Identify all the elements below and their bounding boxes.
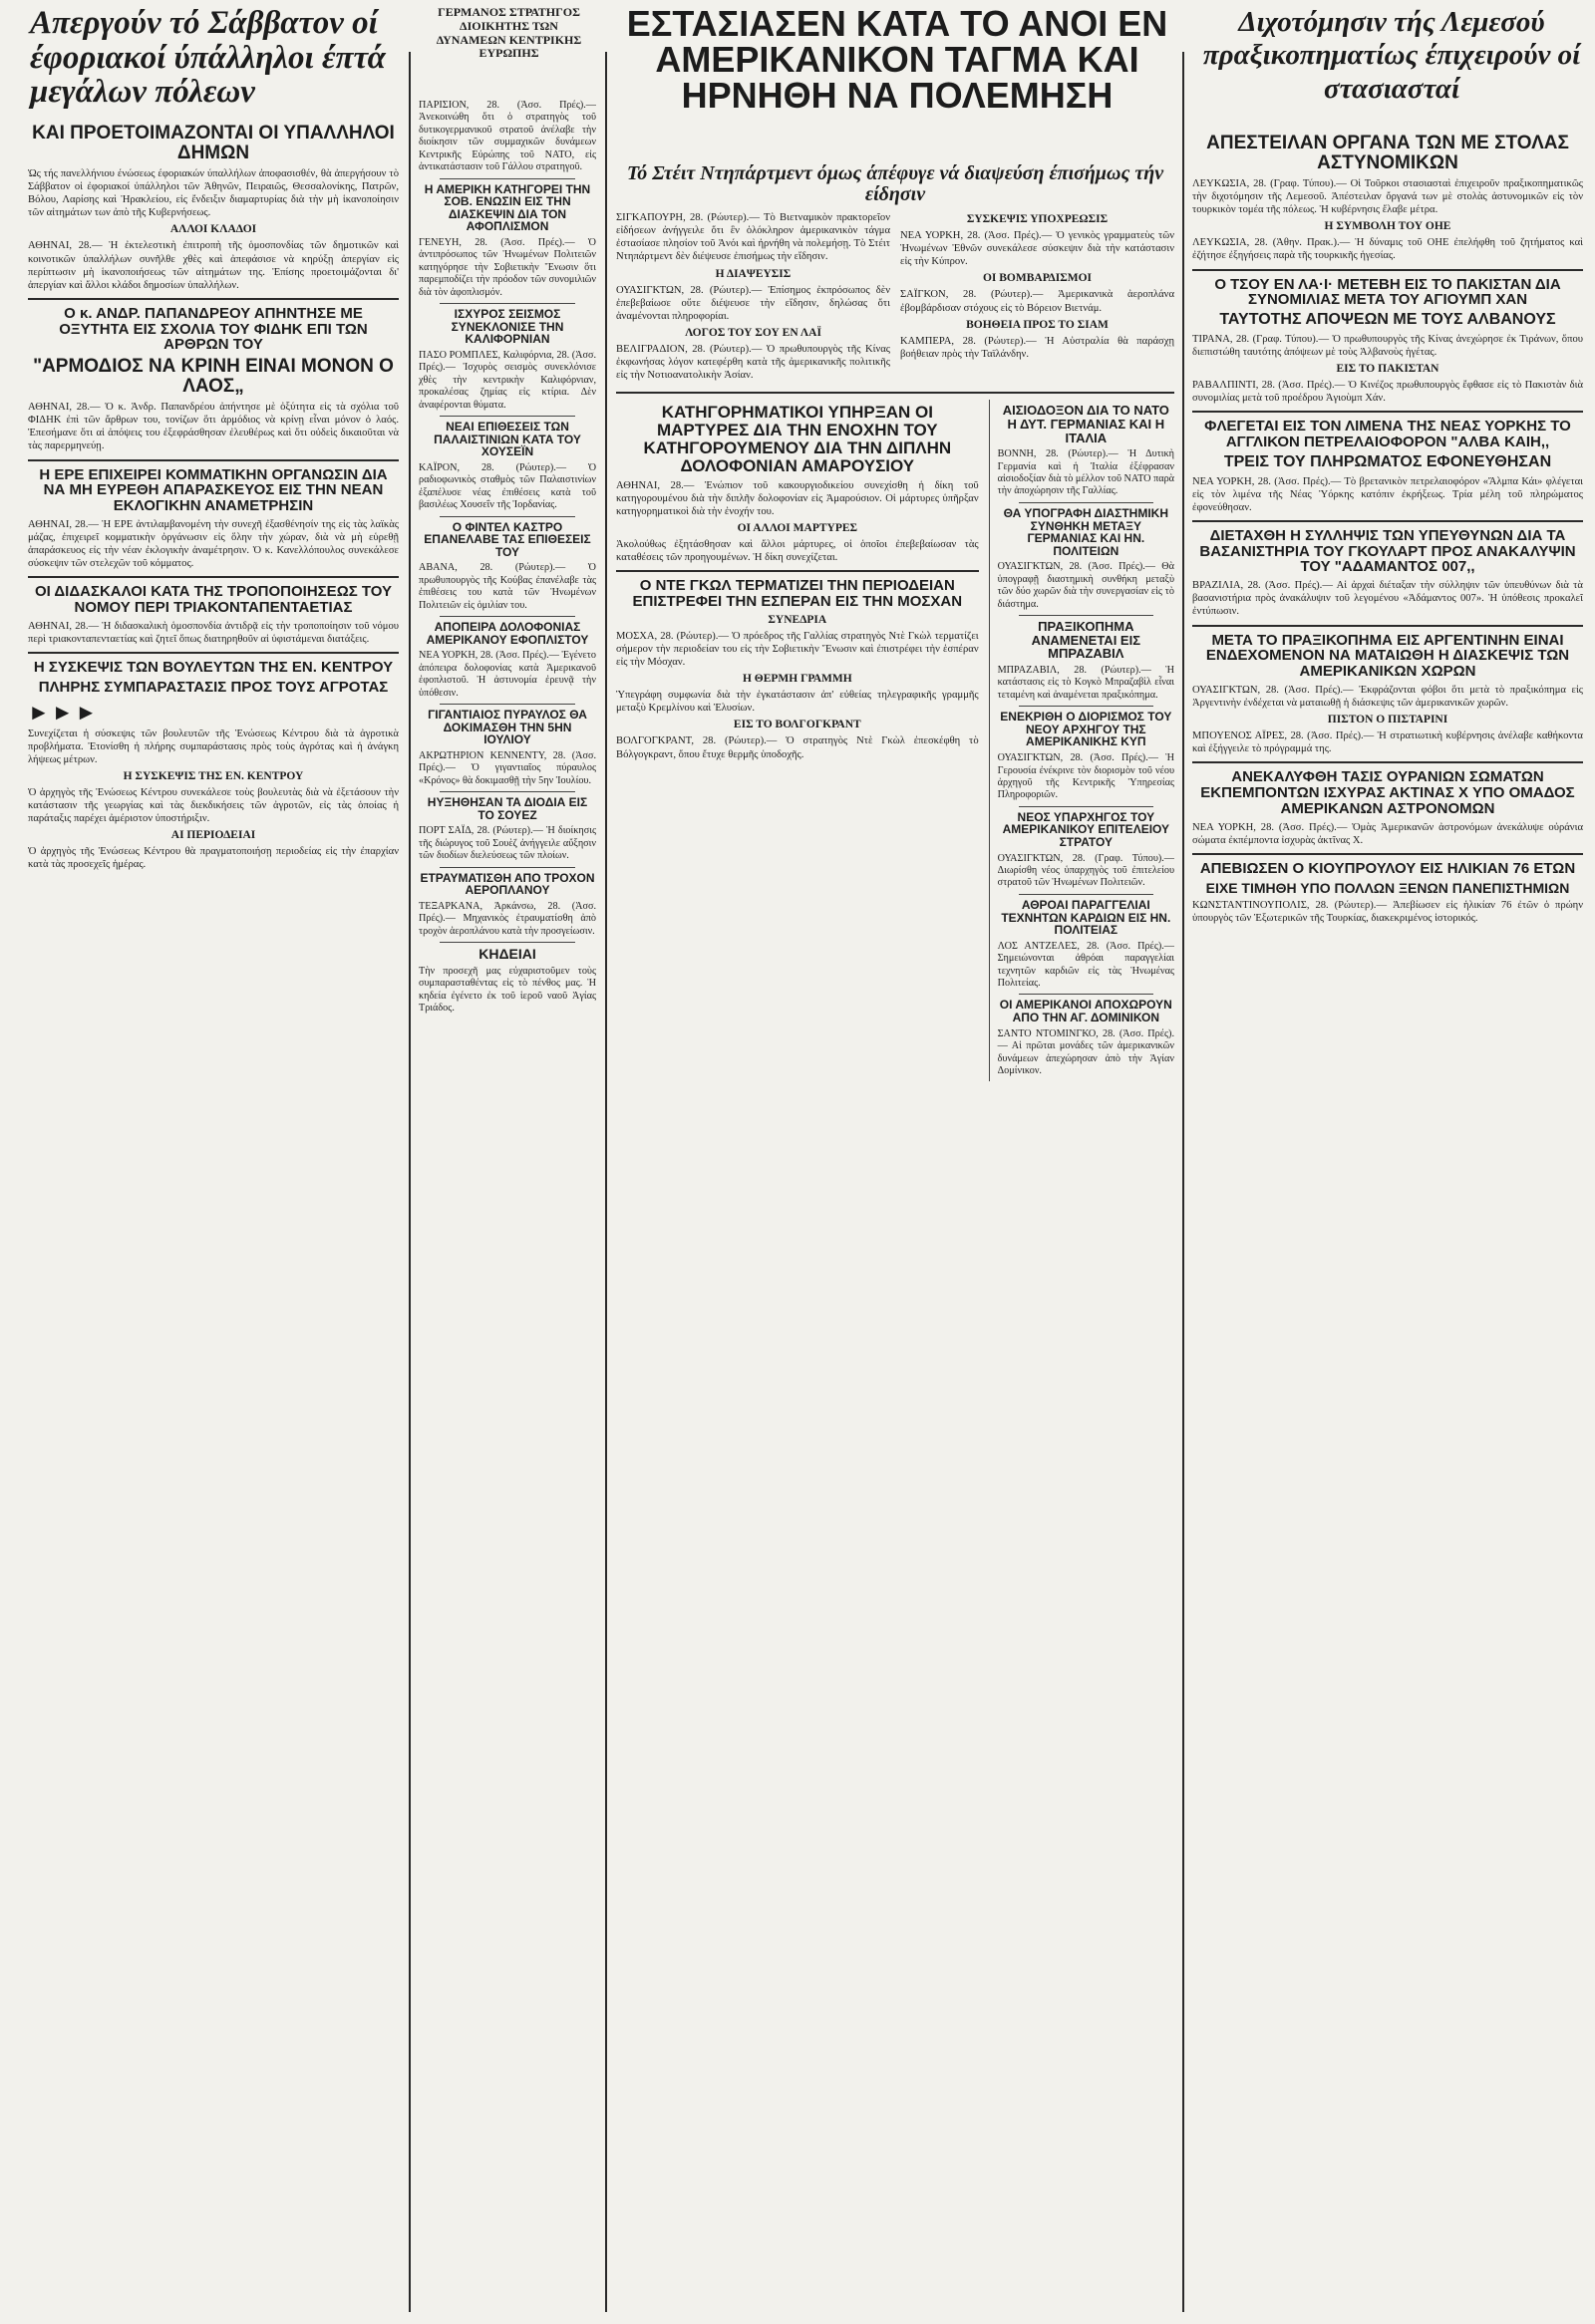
article-body: ΠΑΣΟ ΡΟΜΠΛΕΣ, Καλιφόρνια, 28. (Ἀσσ. Πρές).— Ἰσχυρὸς σεισμὸς συνεκλόνισε χθὲς τὴν κεντρικὴν Καλιφόρνιαν, προκαλέσας ζημίας εἰς κτίρια. Δὲν ἀναφέρονται θύματα. bbox=[419, 349, 596, 411]
subheading: ΟΙ ΒΟΜΒΑΡΔΙΣΜΟΙ bbox=[982, 272, 1093, 285]
section-rule bbox=[440, 791, 574, 792]
section-rule bbox=[440, 416, 574, 417]
headline-ere-organization: Η ΕΡΕ ΕΠΙΧΕΙΡΕΙ ΚΟΜΜΑΤΙΚΗΝ ΟΡΓΑΝΩΣΙΝ ΔΙΑ ΝΑ ΜΗ ΕΥΡΕΘΗ ΑΠΑΡΑΣΚΕΥΟΣ ΕΙΣ ΤΗΝ ΝΕΑΝ ΕΚΛΟΓΙΚΗΝ ΑΝΑΜΕΤΡΗΣΙΝ bbox=[39, 465, 388, 514]
section-rule bbox=[1192, 520, 1583, 522]
headline-koprulu-death: ΑΠΕΒΙΩΣΕΝ Ο ΚΙΟΥΠΡΟΥΛΟΥ ΕΙΣ ΗΛΙΚΙΑΝ 76 ΕΤΩΝ bbox=[1199, 859, 1576, 877]
headline-german-general: ΓΕΡΜΑΝΟΣ ΣΤΡΑΤΗΓΟΣ ΔΙΟΙΚΗΤΗΣ ΤΩΝ ΔΥΝΑΜΕΩΝ ΚΕΝΤΡΙΚΗΣ ΕΥΡΩΠΗΣ bbox=[436, 5, 582, 61]
article-body: ΒΟΝΝΗ, 28. (Ρώυτερ).— Ἡ Δυτικὴ Γερμανία καὶ ἡ Ἰταλία ἐξέφρασαν αἰσιοδοξίαν διὰ τὸ μέλλον τοῦ ΝΑΤΟ παρὰ τὴν ἀποχώρησιν τῆς Γαλλίας. bbox=[997, 448, 1174, 497]
column-rule bbox=[409, 52, 411, 2312]
article-body: ΝΕΑ ΥΟΡΚΗ, 28. (Ἀσσ. Πρές).— Ὁ γενικὸς γραμματεὺς τῶν Ἡνωμένων Ἐθνῶν συνεκάλεσε σύσκεψιν διὰ τὴν κατάστασιν εἰς τὴν Κύπρον. bbox=[900, 230, 1174, 268]
top-headline-strip bbox=[0, 0, 1595, 116]
subheading: ΛΟΓΟΣ ΤΟΥ ΣΟΥ ΕΝ ΛΑΪ bbox=[685, 326, 821, 339]
article-body: ΟΥΑΣΙΓΚΤΩΝ, 28. (Ρώυτερ).— Ἐπίσημος ἐκπρόσωπος δὲν ἐπεβεβαίωσε οὔτε διέψευσε τὴν εἴδησιν, δηλώσας ὅτι ἀναμένονται πληροφορίαι. bbox=[616, 284, 890, 322]
article-body: ΛΟΣ ΑΝΤΖΕΛΕΣ, 28. (Ἀσσ. Πρές).— Σημειώνονται ἀθρόαι παραγγελίαι τεχνητῶν καρδιῶν εἰς τὰς Ἡνωμένας Πολιτείας. bbox=[997, 940, 1174, 989]
article-body: ΒΕΛΙΓΡΑΔΙΟΝ, 28. (Ρώυτερ).— Ὁ πρωθυπουργὸς τῆς Κίνας ἐκφωνήσας λόγον κατεφέρθη κατὰ τῆς ἀμερικανικῆς πολιτικῆς εἰς τὴν Νοτιοανατολικὴν Ἀσίαν. bbox=[616, 343, 890, 382]
headline-argentina-coup: ΜΕΤΑ ΤΟ ΠΡΑΞΙΚΟΠΗΜΑ ΕΙΣ ΑΡΓΕΝΤΙΝΗΝ ΕΙΝΑΙ ΕΝΔΕΧΟΜΕΝΟΝ ΝΑ ΜΑΤΑΙΩΘΗ Η ΔΙΑΣΚΕΨΙΣ ΤΩΝ ΑΜΕΡΙΚΑΝΙΚΩΝ ΧΩΡΩΝ bbox=[1205, 631, 1570, 681]
headline-center-union-meeting: Η ΣΥΣΚΕΨΙΣ ΤΩΝ ΒΟΥΛΕΥΤΩΝ ΤΗΣ ΕΝ. ΚΕΝΤΡΟΥ bbox=[33, 659, 394, 676]
column-rule bbox=[605, 52, 607, 2312]
headline-space-treaty: ΘΑ ΥΠΟΓΡΑΦΗ ΔΙΑΣΤΗΜΙΚΗ ΣΥΝΘΗΚΗ ΜΕΤΑΞΥ ΓΕΡΜΑΝΙΑΣ ΚΑΙ ΗΝ. ΠΟΛΙΤΕΙΩΝ bbox=[1003, 505, 1168, 558]
section-rule bbox=[616, 392, 1174, 394]
article-body: ΜΟΣΧΑ, 28. (Ρώυτερ).— Ὁ πρόεδρος τῆς Γαλλίας στρατηγὸς Ντὲ Γκὼλ τερματίζει σήμερον τὴν περιοδείαν του εἰς τὴν Σοβιετικὴν Ἕνωσιν καὶ ἐπιστρέφει τὴν ἑσπέραν εἰς τὴν Μόσχαν. bbox=[616, 630, 979, 668]
two-column-section bbox=[616, 400, 1174, 1081]
headline-municipal-employees: ΚΑΙ ΠΡΟΕΤΟΙΜΑΖΟΝΤΑΙ ΟΙ ΥΠΑΛΛΗΛΟΙ ΔΗΜΩΝ bbox=[32, 123, 395, 163]
section-rule bbox=[1019, 806, 1153, 807]
subheading: ΣΥΣΚΕΨΙΣ ΥΠΟΧΡΕΩΣΙΣ bbox=[966, 213, 1109, 225]
article-body: ΜΠΡΑΖΑΒΙΛ, 28. (Ρώυτερ).— Ἡ κατάστασις εἰς τὸ Κογκὸ Μπραζαβὶλ εἶναι τεταμένη καὶ ἀναμένεται πραξικόπημα. bbox=[997, 664, 1174, 701]
article-body: ΓΕΝΕΥΗ, 28. (Ἀσσ. Πρές).— Ὁ ἀντιπρόσωπος τῶν Ἡνωμένων Πολιτειῶν κατηγόρησε τὴν Σοβιετικὴν Ἕνωσιν ὅτι παρεμποδίζει τὴν πρόοδον τῶν συνομιλιῶν διὰ τὸν ἀφοπλισμόν. bbox=[419, 237, 596, 298]
headline-honored-universities: ΕΙΧΕ ΤΙΜΗΘΗ ΥΠΟ ΠΟΛΛΩΝ ΞΕΝΩΝ ΠΑΝΕΠΙΣΤΗΜΙΩΝ bbox=[1205, 879, 1570, 896]
article-body: ΑΘΗΝΑΙ, 28.— Ἡ ΕΡΕ ἀντιλαμβανομένη τὴν συνεχῆ ἐξασθένησίν της εἰς τὰς λαϊκὰς μάζας, ἐπιχειρεῖ κομματικὴν ὀργάνωσιν εἰς ὅλην τὴν χώραν, διὰ νὰ μὴ εὑρεθῇ ἀπαράσκευος εἰς τὴν νέαν ἐκλογικὴν ἀναμέτρησιν. Ὁ κ. Κανελλόπουλος συνεκάλεσε σύσκεψιν τῶν στελεχῶν τοῦ κόμματος. bbox=[28, 518, 399, 570]
article-body: ΟΥΑΣΙΓΚΤΩΝ, 28. (Ἀσσ. Πρές).— Ἐκφράζονται φόβοι ὅτι μετὰ τὸ πραξικόπημα εἰς Ἀργεντινὴν ἐνδέχεται νὰ ματαιωθῇ ἡ διάσκεψις τῶν ἀμερικανικῶν χωρῶν. bbox=[1192, 684, 1583, 709]
headline-dominican-withdrawal: ΟΙ ΑΜΕΡΙΚΑΝΟΙ ΑΠΟΧΩΡΟΥΝ ΑΠΟ ΤΗΝ ΑΓ. ΔΟΜΙΝΙΚΟΝ bbox=[999, 998, 1172, 1025]
article-body: ΑΘΗΝΑΙ, 28.— Ὁ κ. Ἀνδρ. Παπανδρέου ἀπήντησε μὲ ὀξύτητα εἰς τὰ σχόλια τοῦ ΦΙΔΗΚ ἐπὶ τῶν ἄρθρων του, τονίζων ὅτι ἁρμόδιος νὰ κρίνῃ εἶναι μόνον ὁ λαός. Ἐπεσήμανε ὅτι αἱ ἀπόψεις του ἐξεφράσθησαν ἐλευθέρως καὶ ὅτι οὐδεὶς δικαιοῦται νὰ τὰς παρερμηνεύῃ. bbox=[28, 402, 399, 452]
headline-disarmament: Η ΑΜΕΡΙΚΗ ΚΑΤΗΓΟΡΕΙ ΤΗΝ ΣΟΒ. ΕΝΩΣΙΝ ΕΙΣ ΤΗΝ ΔΙΑΣΚΕΨΙΝ ΔΙΑ ΤΟΝ ΑΦΟΠΛΙΣΜΟΝ bbox=[424, 181, 591, 234]
section-rule bbox=[1019, 502, 1153, 503]
section-rule bbox=[440, 303, 574, 304]
article-body: ΟΥΑΣΙΓΚΤΩΝ, 28. (Ἀσσ. Πρές).— Θὰ ὑπογραφῇ διαστημικὴ συνθήκη μεταξὺ τῶν δύο χωρῶν διὰ τὴν συνεργασίαν εἰς τὸ διάστημα. bbox=[997, 561, 1174, 610]
subheading: ΒΟΗΘΕΙΑ ΠΡΟΣ ΤΟ ΣΙΑΜ bbox=[966, 318, 1109, 331]
headline-quote: "ΑΡΜΟΔΙΟΣ ΝΑ ΚΡΙΝΗ ΕΙΝΑΙ ΜΟΝΟΝ Ο ΛΑΟΣ„ bbox=[33, 356, 394, 398]
headline-chou-pakistan: Ο ΤΣΟΥ ΕΝ ΛΑ·Ι· ΜΕΤΕΒΗ ΕΙΣ ΤΟ ΠΑΚΙΣΤΑΝ ΔΙΑ ΣΥΝΟΜΙΛΙΑΣ ΜΕΤΑ ΤΟΥ ΑΓΙΟΥΜΠ ΧΑΝ bbox=[1214, 275, 1561, 309]
section-rule bbox=[1019, 706, 1153, 707]
headline-crew-killed: ΤΡΕΙΣ ΤΟΥ ΠΛΗΡΩΜΑΤΟΣ ΕΦΟΝΕΥΘΗΣΑΝ bbox=[1223, 452, 1552, 470]
subcolumn-right bbox=[989, 400, 1174, 1081]
headline-castro: Ο ΦΙΝΤΕΛ ΚΑΣΤΡΟ ΕΠΑΝΕΛΑΒΕ ΤΑΣ ΕΠΙΘΕΣΕΙΣ ΤΟΥ bbox=[424, 519, 591, 559]
article-body: ΛΕΥΚΩΣΙΑ, 28. (Ἀθην. Πρακ.).— Ἡ δύναμις τοῦ ΟΗΕ ἐπελήφθη τοῦ ζητήματος καὶ ἐζήτησε ἐξηγήσεις παρὰ τῆς τουρκικῆς ἡγεσίας. bbox=[1192, 237, 1583, 262]
headline-albanians: ΤΑΥΤΟΤΗΣ ΑΠΟΨΕΩΝ ΜΕ ΤΟΥΣ ΑΛΒΑΝΟΥΣ bbox=[1219, 311, 1556, 328]
headline-police-uniforms: ΑΠΕΣΤΕΙΛΑΝ ΟΡΓΑΝΑ ΤΩΝ ΜΕ ΣΤΟΛΑΣ ΑΣΤΥΝΟΜΙΚΩΝ bbox=[1206, 133, 1569, 173]
section-rule bbox=[1192, 761, 1583, 763]
section-rule bbox=[440, 516, 574, 517]
article-body: ΣΙΓΚΑΠΟΥΡΗ, 28. (Ρώυτερ).— Τὸ Βιετναμικὸν πρακτορεῖον εἰδήσεων ἀνήγγειλε ὅτι ἓν ὁλόκληρον ἀμερικανικὸν τάγμα ἐστασίασε πλησίον τοῦ Ἀνόι καὶ ἠρνήθη νὰ πολεμήσῃ. Τὸ Στέιτ Ντηπάρτμεντ δὲν διέψευσε ἐπισήμως τὴν εἴδησιν. bbox=[616, 212, 890, 263]
section-rule bbox=[1019, 615, 1153, 616]
subheading: ΑΛΛΟΙ ΚΛΑΔΟΙ bbox=[169, 223, 257, 236]
subheading: Η ΘΕΡΜΗ ΓΡΑΜΜΗ bbox=[742, 673, 852, 686]
column-2 bbox=[419, 98, 596, 2316]
article-body: Ὑπεγράφη συμφωνία διὰ τὴν ἐγκατάστασιν ἀπ' εὐθείας τηλεγραφικῆς γραμμῆς μεταξὺ Κρεμλίνου καὶ Ἐλυσίων. bbox=[616, 690, 979, 715]
subcolumn-left bbox=[616, 209, 890, 386]
article-body: ΚΑΜΠΕΡΑ, 28. (Ρώυτερ).— Ἡ Αὐστραλία θὰ παράσχῃ βοήθειαν πρὸς τὴν Ταϊλάνδην. bbox=[900, 335, 1174, 360]
section-rule bbox=[1192, 411, 1583, 413]
subcolumn-right bbox=[900, 209, 1174, 386]
headline-nato-optimism: ΑΙΣΙΟΔΟΞΟΝ ΔΙΑ ΤΟ ΝΑΤΟ Η ΔΥΤ. ΓΕΡΜΑΝΙΑΣ ΚΑΙ Η ΙΤΑΛΙΑ bbox=[1002, 403, 1169, 445]
article-body: ΒΟΛΓΟΓΚΡΑΝΤ, 28. (Ρώυτερ).— Ὁ στρατηγὸς Ντὲ Γκὼλ ἐπεσκέφθη τὸ Βόλγογκραντ, ὅπου ἔτυχε θερμῆς ὑποδοχῆς. bbox=[616, 735, 979, 760]
section-rule bbox=[28, 298, 399, 300]
subheading: ΑΙ ΠΕΡΙΟΔΕΙΑΙ bbox=[170, 829, 256, 842]
article-body: Ὡς τής πανελλήνιου ένώσεως έφοριακών ύπαλλήλων ἀποφασισθέν, θὰ ἀπεργήσουν τὸ Σάββατον οἱ ἐφοριακοί ὑπάλληλοι τῶν Ἀθηνῶν, Πειραιῶς, Θεσσαλονίκης, Πατρῶν, Βόλου, Λαρίσης καὶ Ἡρακλείου, εἰς ἔνδειξιν διαμαρτυρίας διὰ τὴν μὴ ἱκανοποίησιν τῶν αἰτημάτων των ἀπὸ τῆς Κυβερνήσεως. bbox=[28, 167, 399, 219]
article-body: ΛΕΥΚΩΣΙΑ, 28. (Γραφ. Τύπου).— Οἱ Τοῦρκοι στασιασταὶ ἐπιχειροῦν πραξικοπηματικῶς τὴν διχοτόμησιν τῆς Λεμεσοῦ. Ἀπέστειλαν ὄργανά των μὲ στολὰς ἀστυνομικῶν εἰς τὸν τουρκικὸν τομέα τῆς πόλεως. Ἡ κυβέρνησις ἔλαβε μέτρα. bbox=[1192, 177, 1583, 216]
article-body: ΟΥΑΣΙΓΚΤΩΝ, 28. (Γραφ. Τύπου).— Διωρίσθη νέος ὑπαρχηγὸς τοῦ ἐπιτελείου στρατοῦ τῶν Ἡνωμένων Πολιτειῶν. bbox=[997, 852, 1174, 889]
section-rule bbox=[440, 942, 574, 943]
article-body: ΑΘΗΝΑΙ, 28.— Ἐνώπιον τοῦ κακουργιοδικείου συνεχίσθη ἡ δίκη τοῦ κατηγορουμένου διὰ τὴν διπλῆν δολοφονίαν εἰς Ἀμαρούσιον. Οἱ μάρτυρες ὑπῆρξαν κατηγορηματικοὶ διὰ τὴν ἐνοχήν του. bbox=[616, 479, 979, 517]
subheading: ΕΙΣ ΤΟ ΒΟΛΓΟΓΚΡΑΝΤ bbox=[733, 719, 861, 731]
headline-palestinians: ΝΕΑΙ ΕΠΙΘΕΣΕΙΣ ΤΩΝ ΠΑΛΑΙΣΤΙΝΙΩΝ ΚΑΤΑ ΤΟΥ ΧΟΥΣΕΪΝ bbox=[434, 420, 581, 459]
headline-mutiny-hanoi: ΕΣΤΑΣΙΑΣΕΝ ΚΑΤΑ ΤΟ ΑΝΟΙ ΕΝ ΑΜΕΡΙΚΑΝΙΚΟΝ ΤΑΓΜΑ ΚΑΙ ΗΡΝΗΘΗ ΝΑ ΠΟΛΕΜΗΣΗ bbox=[626, 3, 1168, 116]
section-rule bbox=[1192, 625, 1583, 627]
headline-diamond-007: ΔΙΕΤΑΧΘΗ Η ΣΥΛΛΗΨΙΣ ΤΩΝ ΥΠΕΥΘΥΝΩΝ ΔΙΑ ΤΑ ΒΑΣΑΝΙΣΤΗΡΙΑ ΤΟΥ ΓΚΟΥΛΑΡΤ ΠΡΟΣ ΑΝΑΚΑΛΥΨΙΝ ΤΟΥ "ΑΔΑΜΑΝΤΟΣ 007,, bbox=[1199, 526, 1576, 576]
article-body: Συνεχίζεται ἡ σύσκεψις τῶν βουλευτῶν τῆς Ἑνώσεως Κέντρου διὰ τὰ ἀγροτικὰ προβλήματα. Ἐτονίσθη ἡ πλήρης συμπαράστασις πρὸς τοὺς ἀγρότας καὶ ἡ ἀνάγκη λήψεως μέτρων. bbox=[28, 727, 399, 765]
headline-tanker-fire: ΦΛΕΓΕΤΑΙ ΕΙΣ ΤΟΝ ΛΙΜΕΝΑ ΤΗΣ ΝΕΑΣ ΥΟΡΚΗΣ ΤΟ ΑΓΓΛΙΚΟΝ ΠΕΤΡΕΛΑΙΟΦΟΡΟΝ "ΑΛΒΑ ΚΑΙΗ,, bbox=[1204, 418, 1571, 451]
headline-state-department: Τό Στέιτ Ντηπάρτμεντ όμως άπέφυγε νά διαψεύση έπισήμως τήν είδησιν bbox=[626, 162, 1164, 205]
headline-cia-chief: ΕΝΕΚΡΙΘΗ Ο ΔΙΟΡΙΣΜΟΣ ΤΟΥ ΝΕΟΥ ΑΡΧΗΓΟΥ ΤΗΣ ΑΜΕΡΙΚΑΝΙΚΗΣ ΚΥΠ bbox=[1000, 710, 1172, 749]
headline-tax-strike: Απεργούν τό Σάββατον οί έφοριακοί ύπάλληλοι έπτά μεγάλων πόλεων bbox=[30, 5, 386, 111]
article-body: ΤΙΡΑΝΑ, 28. (Γραφ. Τύπου).— Ὁ πρωθυπουργὸς τῆς Κίνας ἀνεχώρησε ἐκ Τιράνων, ὅπου διεπιστώθη ταυτότης ἀπόψεων μὲ τοὺς Ἀλβανοὺς ἡγέτας. bbox=[1192, 333, 1583, 358]
article-body: ΑΒΑΝΑ, 28. (Ρώυτερ).— Ὁ πρωθυπουργὸς τῆς Κούβας ἐπανέλαβε τὰς ἐπιθέσεις του κατὰ τῶν Ἡνωμένων Πολιτειῶν εἰς ὁμιλίαν του. bbox=[419, 562, 596, 611]
two-column-section bbox=[616, 209, 1174, 386]
subheading: Η ΣΥΜΒΟΛΗ ΤΟΥ ΟΗΕ bbox=[1324, 220, 1451, 233]
article-body: ΠΟΡΤ ΣΑΪΔ, 28. (Ρώυτερ).— Ἡ διοίκησις τῆς διώρυγος τοῦ Σουὲζ ἀνήγγειλε αὔξησιν τῶν διοδίων διελεύσεως τῶν πλοίων. bbox=[419, 825, 596, 862]
article-body: ΑΚΡΩΤΗΡΙΟΝ ΚΕΝΝΕΝΤΥ, 28. (Ἀσσ. Πρές).— Ὁ γιγαντιαῖος πύραυλος «Κρόνος» θὰ δοκιμασθῇ τὴν 5ην Ἰουλίου. bbox=[419, 749, 596, 786]
section-rule bbox=[1192, 853, 1583, 855]
column-3 bbox=[616, 159, 1174, 2316]
headline-teachers: ΟΙ ΔΙΔΑΣΚΑΛΟΙ ΚΑΤΑ ΤΗΣ ΤΡΟΠΟΠΟΙΗΣΕΩΣ ΤΟΥ ΝΟΜΟΥ ΠΕΡΙ ΤΡΙΑΚΟΝΤΑΠΕΝΤΑΕΤΙΑΣ bbox=[34, 583, 393, 616]
headline-limassol-partition: Διχοτόμησιν τής Λεμεσού πραξικοπηματίως έπιχειρούν οί στασιασταί bbox=[1202, 6, 1581, 105]
arrow-ornament: ►►► bbox=[28, 699, 100, 725]
column-rule bbox=[1182, 52, 1184, 2312]
article-body: ΤΕΞΑΡΚΑΝΑ, Ἀρκάνσω, 28. (Ἀσσ. Πρές).— Μηχανικὸς ἐτραυματίσθη ἀπὸ τροχὸν ἀεροπλάνου κατὰ τὴν προσγείωσιν. bbox=[419, 900, 596, 937]
article-body: Ἀκολούθως ἐξητάσθησαν καὶ ἄλλοι μάρτυρες, οἱ ὁποῖοι ἐπεβεβαίωσαν τὰς καταθέσεις τῶν προηγουμένων. Ἡ δίκη συνεχίζεται. bbox=[616, 539, 979, 564]
column-1 bbox=[28, 120, 399, 2316]
article-body: ΒΡΑΖΙΛΙΑ, 28. (Ἀσσ. Πρές).— Αἱ ἀρχαὶ διέταξαν τὴν σύλληψιν τῶν ὑπευθύνων διὰ τὰ βασανιστήρια πρὸς ἀνακάλυψιν τοῦ λεγομένου «Ἀδάμαντος 007». Ἡ ὑπόθεσις προκαλεῖ ἐντύπωσιν. bbox=[1192, 580, 1583, 618]
article-body: Ὁ ἀρχηγὸς τῆς Ἑνώσεως Κέντρου θὰ πραγματοποιήσῃ περιοδείας εἰς τὴν ἐπαρχίαν κατὰ τὰς προσεχεῖς ἡμέρας. bbox=[28, 846, 399, 871]
subheading: Η ΣΥΣΚΕΨΙΣ ΤΗΣ ΕΝ. ΚΕΝΤΡΟΥ bbox=[123, 769, 304, 782]
section-rule bbox=[1192, 269, 1583, 271]
subcolumn-left bbox=[616, 400, 979, 1081]
subheading: ΕΙΣ ΤΟ ΠΑΚΙΣΤΑΝ bbox=[1336, 363, 1439, 376]
headline-airplane-wheel: ΕΤΡΑΥΜΑΤΙΣΘΗ ΑΠΟ ΤΡΟΧΟΝ ΑΕΡΟΠΛΑΝΟΥ bbox=[420, 870, 595, 898]
subheading: ΣΥΝΕΔΡΙΑ bbox=[768, 613, 827, 626]
article-body: ΝΕΑ ΥΟΡΚΗ, 28. (Ἀσσ. Πρές).— Τὸ βρετανικὸν πετρελαιοφόρον «Ἄλμπα Κάι» φλέγεται εἰς τὸν λιμένα τῆς Νέας Ὑόρκης κατόπιν ἐκρήξεως. Τρία μέλη τοῦ πληρώματος ἐφονεύθησαν. bbox=[1192, 475, 1583, 513]
article-body: ΣΑΪΓΚΟΝ, 28. (Ρώυτερ).— Ἀμερικανικὰ ἀεροπλάνα ἐβομβάρδισαν στόχους εἰς τὸ Βόρειον Βιετνάμ. bbox=[900, 289, 1174, 314]
headline-artificial-hearts: ΑΘΡΟΑΙ ΠΑΡΑΓΓΕΛΙΑΙ ΤΕΧΝΗΤΩΝ ΚΑΡΔΙΩΝ ΕΙΣ ΗΝ. ΠΟΛΙΤΕΙΑΣ bbox=[1001, 897, 1171, 938]
article-body: ΜΠΟΥΕΝΟΣ ΑΪΡΕΣ, 28. (Ἀσσ. Πρές).— Ἡ στρατιωτικὴ κυβέρνησις ἀνέλαβε καθήκοντα καὶ ἐξήγγειλε τὸ πρόγραμμά της. bbox=[1192, 730, 1583, 755]
headline-de-gaulle: Ο ΝΤΕ ΓΚΩΛ ΤΕΡΜΑΤΙΖΕΙ ΤΗΝ ΠΕΡΙΟΔΕΙΑΝ ΕΠΙΣΤΡΕΦΕΙ ΤΗΝ ΕΣΠΕΡΑΝ ΕΙΣ ΤΗΝ ΜΟΣΧΑΝ bbox=[632, 577, 963, 610]
subheading: ΠΙΣΤΟΝ Ο ΠΙΣΤΑΡΙΝΙ bbox=[1327, 714, 1448, 726]
headline-giant-rocket: ΓΙΓΑΝΤΙΑΙΟΣ ΠΥΡΑΥΛΟΣ ΘΑ ΔΟΚΙΜΑΣΘΗ ΤΗΝ 5ΗΝ ΙΟΥΛΙΟΥ bbox=[428, 708, 587, 747]
headline-assassination-attempt: ΑΠΟΠΕΙΡΑ ΔΟΛΟΦΟΝΙΑΣ ΑΜΕΡΙΚΑΝΟΥ ΕΦΟΠΛΙΣΤΟΥ bbox=[426, 620, 589, 647]
headline-funerals: ΚΗΔΕΙΑΙ bbox=[478, 946, 536, 963]
section-rule bbox=[28, 652, 399, 654]
section-rule bbox=[1019, 994, 1153, 995]
article-body: ΚΩΝΣΤΑΝΤΙΝΟΥΠΟΛΙΣ, 28. (Ρώυτερ).— Ἀπεβίωσεν εἰς ἡλικίαν 76 ἐτῶν ὁ πρώην ὑπουργὸς τῶν Ἐξωτερικῶν τῆς Τουρκίας, διακεκριμένος ἱστορικός. bbox=[1192, 900, 1583, 925]
article-body: ΑΘΗΝΑΙ, 28.— Ἡ ἐκτελεστικὴ ἐπιτροπὴ τῆς ὁμοσπονδίας τῶν δημοτικῶν καὶ κοινοτικῶν ὑπαλλήλων συνῆλθε χθὲς καὶ ἀπεφάσισε νὰ κηρύξῃ ἀπεργίαν εἰς περίπτωσιν μὴ ἱκανοποιήσεως τῶν αἰτημάτων της. Ἐπίσης προετοιμάζονται δι' ἀπεργίαν καὶ ἄλλοι κλάδοι δημοσίων ὑπαλλήλων. bbox=[28, 240, 399, 291]
headline-witnesses: ΚΑΤΗΓΟΡΗΜΑΤΙΚΟΙ ΥΠΗΡΞΑΝ ΟΙ ΜΑΡΤΥΡΕΣ ΔΙΑ ΤΗΝ ΕΝΟΧΗΝ ΤΟΥ ΚΑΤΗΓΟΡΟΥΜΕΝΟΥ ΔΙΑ ΤΗΝ ΔΙΠΛΗΝ ΔΟΛΟΦΟΝΙΑΝ ΑΜΑΡΟΥΣΙΟΥ bbox=[643, 403, 952, 475]
column-4 bbox=[1192, 130, 1583, 2316]
article-body: Ὁ ἀρχηγὸς τῆς Ἑνώσεως Κέντρου συνεκάλεσε τοὺς βουλευτὰς διὰ νὰ ἐξετάσουν τὴν κατάστασιν τῆς γεωργίας καὶ τὰς διεκδικήσεις τῶν ἀγροτῶν, εἰς τὰς ὁποίας ἡ παράταξις παρέχει ἀμέριστον ὑποστήριξιν. bbox=[28, 786, 399, 825]
headline-farmers-support: ΠΛΗΡΗΣ ΣΥΜΠΑΡΑΣΤΑΣΙΣ ΠΡΟΣ ΤΟΥΣ ΑΓΡΟΤΑΣ bbox=[38, 678, 389, 696]
subheading: ΟΙ ΑΛΛΟΙ ΜΑΡΤΥΡΕΣ bbox=[737, 522, 858, 534]
section-rule bbox=[440, 178, 574, 179]
headline-papandreou: Ο κ. ΑΝΔΡ. ΠΑΠΑΝΔΡΕΟΥ ΑΠΗΝΤΗΣΕ ΜΕ ΟΞΥΤΗΤΑ ΕΙΣ ΣΧΟΛΙΑ ΤΟΥ ΦΙΔΗΚ ΕΠΙ ΤΩΝ ΑΡΘΡΩΝ ΤΟΥ bbox=[59, 304, 368, 354]
article-body: ΝΕΑ ΥΟΡΚΗ, 28. (Ἀσσ. Πρές).— Ὁμὰς Ἀμερικανῶν ἀστρονόμων ἀνεκάλυψε οὐράνια σώματα ἐκπέμποντα ἰσχυρὰς ἀκτῖνας Χ. bbox=[1192, 821, 1583, 846]
section-rule bbox=[28, 576, 399, 578]
section-rule bbox=[440, 867, 574, 868]
article-body: ΣΑΝΤΟ ΝΤΟΜΙΝΓΚΟ, 28. (Ἀσσ. Πρές).— Αἱ πρῶται μονάδες τῶν ἀμερικανικῶν δυνάμεων ἀπεχώρησαν ἀπὸ τὴν Ἁγίαν Δομίνικον. bbox=[997, 1027, 1174, 1076]
headline-earthquake: ΙΣΧΥΡΟΣ ΣΕΙΣΜΟΣ ΣΥΝΕΚΛΟΝΙΣΕ ΤΗΝ ΚΑΛΙΦΟΡΝΙΑΝ bbox=[451, 307, 564, 347]
article-body: ΚΑΪΡΟΝ, 28. (Ρώυτερ).— Ὁ ραδιοφωνικὸς σταθμὸς τῶν Παλαιστινίων ἐξαπέλυσε νέας ἐπιθέσεις κατὰ τοῦ βασιλέως Χουσεΐν τῆς Ἰορδανίας. bbox=[419, 461, 596, 511]
section-rule bbox=[1019, 894, 1153, 895]
section-rule bbox=[28, 459, 399, 461]
article-body: ΑΘΗΝΑΙ, 28.— Ἡ διδασκαλικὴ ὁμοσπονδία ἀντιδρᾷ εἰς τὴν τροποποίησιν τοῦ νόμου περὶ τριακονταπενταετίας καὶ ζητεῖ ὅπως διατηρηθοῦν αἱ ὑφιστάμεναι διατάξεις. bbox=[28, 620, 399, 645]
article-body: Τὴν προσεχῆ μας εὐχαριστοῦμεν τοὺς συμπαρασταθέντας εἰς τὸ πένθος μας. Ἡ κηδεία ἐγένετο ἐκ τοῦ ἱεροῦ ναοῦ Ἁγίας Τριάδος. bbox=[419, 965, 596, 1015]
article-body: ΝΕΑ ΥΟΡΚΗ, 28. (Ἀσσ. Πρές).— Ἐγένετο ἀπόπειρα δολοφονίας κατὰ Ἀμερικανοῦ ἐφοπλιστοῦ. Ἡ ἀστυνομία ἐρευνᾷ τὴν ὑπόθεσιν. bbox=[419, 650, 596, 699]
headline-army-deputy: ΝΕΟΣ ΥΠΑΡΧΗΓΟΣ ΤΟΥ ΑΜΕΡΙΚΑΝΙΚΟΥ ΕΠΙΤΕΛΕΙΟΥ ΣΤΡΑΤΟΥ bbox=[1002, 809, 1170, 849]
headline-x-ray-bodies: ΑΝΕΚΑΛΥΦΘΗ ΤΑΣΙΣ ΟΥΡΑΝΙΩΝ ΣΩΜΑΤΩΝ ΕΚΠΕΜΠΟΝΤΩΝ ΙΣΧΥΡΑΣ ΑΚΤΙΝΑΣ Χ ΥΠΟ ΟΜΑΔΟΣ ΑΜΕΡΙΚΑΝΩΝ ΑΣΤΡΟΝΟΜΩΝ bbox=[1200, 768, 1575, 817]
section-rule bbox=[440, 616, 574, 617]
headline-brazzaville: ΠΡΑΞΙΚΟΠΗΜΑ ΑΝΑΜΕΝΕΤΑΙ ΕΙΣ ΜΠΡΑΖΑΒΙΛ bbox=[1031, 619, 1141, 662]
section-rule bbox=[616, 570, 979, 572]
article-body: ΠΑΡΙΣΙΟΝ, 28. (Ἀσσ. Πρές).— Ἀνεκοινώθη ὅτι ὁ στρατηγὸς τοῦ δυτικογερμανικοῦ στρατοῦ ἀνέλαβε τὴν διοίκησιν τῶν συμμαχικῶν δυνάμεων Κεντρικῆς Εὐρώπης τοῦ ΝΑΤΟ, εἰς ἀντικατάστασιν τοῦ Γάλλου στρατηγοῦ. bbox=[419, 100, 596, 173]
subheading: Η ΔΙΑΨΕΥΣΙΣ bbox=[715, 267, 792, 280]
headline-suez-tolls: ΗΥΞΗΘΗΣΑΝ ΤΑ ΔΙΟΔΙΑ ΕΙΣ ΤΟ ΣΟΥΕΖ bbox=[427, 795, 588, 822]
article-body: ΟΥΑΣΙΓΚΤΩΝ, 28. (Ἀσσ. Πρές).— Ἡ Γερουσία ἐνέκρινε τὸν διορισμὸν τοῦ νέου ἀρχηγοῦ τῆς Κεντρικῆς Ὑπηρεσίας Πληροφοριῶν. bbox=[997, 752, 1174, 801]
section-rule bbox=[440, 704, 574, 705]
article-body: ΡΑΒΑΛΠΙΝΤΙ, 28. (Ἀσσ. Πρές).— Ὁ Κινέζος πρωθυπουργὸς ἔφθασε εἰς τὸ Πακιστὰν διὰ συνομιλίας μετὰ τοῦ προέδρου Ἀγιοὺμπ Χάν. bbox=[1192, 380, 1583, 405]
